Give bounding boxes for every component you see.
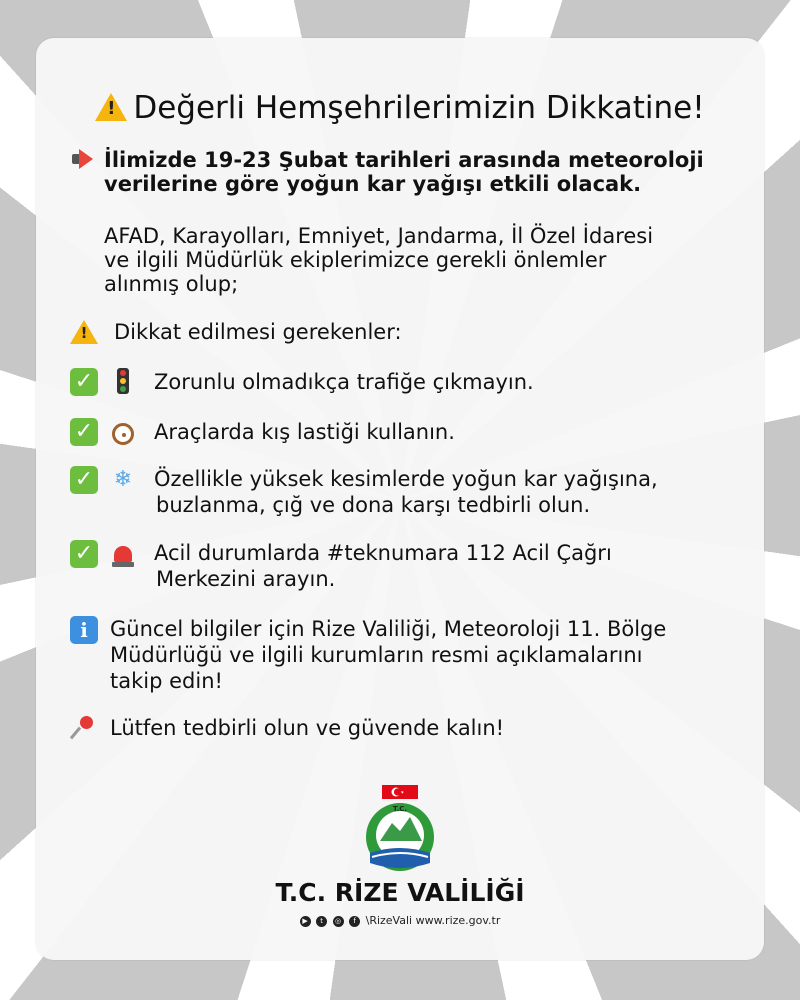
intro-line-3: alınmış olup; (104, 272, 239, 296)
info-icon: i (70, 616, 98, 644)
info-paragraph: i Güncel bilgiler için Rize Valiliği, Meteoroloji 11. Bölge Müdürlüğü ve ilgili kurumların resmi açıklamalarını takip edin! (70, 616, 744, 694)
wheel-icon (112, 421, 134, 445)
siren-icon (111, 542, 135, 567)
list-item: ✓ Zorunlu olmadıkça trafiğe çıkmayın. (70, 368, 744, 396)
headline (70, 148, 744, 196)
page-title: !Değerli Hemşehrilerimizin Dikkatine! (36, 90, 764, 126)
warning-icon (70, 320, 98, 344)
twitter-icon[interactable]: t (316, 916, 327, 927)
social-links (36, 914, 764, 927)
list-item: ✓ Acil durumlarda #teknumara 112 Acil Çağrı Merkezini arayın. (70, 540, 744, 592)
rize-valiligi-logo (356, 783, 444, 875)
warning-icon (95, 93, 127, 121)
list-item: ✓ ❄ Özellikle yüksek kesimlerde yoğun kar yağışına, buzlanma, çığ ve dona karşı tedbirli olun. (70, 466, 744, 518)
brand-name: T.C. RİZE VALİLİĞİ (275, 878, 525, 907)
social-handle[interactable]: \RizeVali www.rize.gov.tr (365, 914, 501, 927)
snowflake-icon: ❄ (113, 467, 133, 492)
youtube-icon[interactable]: ▶ (300, 916, 311, 927)
traffic-light-icon (110, 368, 136, 394)
intro-line-2: ve ilgili Müdürlük ekiplerimizce gerekli önlemler (104, 248, 607, 272)
pushpin-icon (70, 714, 96, 740)
megaphone-icon (70, 148, 96, 170)
instagram-icon[interactable]: ◎ (333, 916, 344, 927)
check-icon: ✓ (70, 368, 98, 396)
headline-line-1: İlimizde 19-23 Şubat tarihleri arasında meteoroloji (104, 148, 704, 172)
intro-line-1: AFAD, Karayolları, Emniyet, Jandarma, İl Özel İdaresi (104, 224, 654, 248)
check-icon: ✓ (70, 466, 98, 494)
closing-line: Lütfen tedbirli olun ve güvende kalın! (70, 714, 744, 742)
list-item: ✓ Araçlarda kış lastiği kullanın. (70, 418, 744, 446)
check-icon: ✓ (70, 540, 98, 568)
announcement-card (36, 38, 764, 960)
headline-line-2: verilerine göre yoğun kar yağışı etkili olacak. (104, 172, 642, 196)
logo-text: T.C. (392, 805, 408, 813)
intro-paragraph (104, 224, 744, 296)
check-icon: ✓ (70, 418, 98, 446)
facebook-icon[interactable]: f (349, 916, 360, 927)
attention-heading: ! Dikkat edilmesi gerekenler: (70, 320, 744, 344)
